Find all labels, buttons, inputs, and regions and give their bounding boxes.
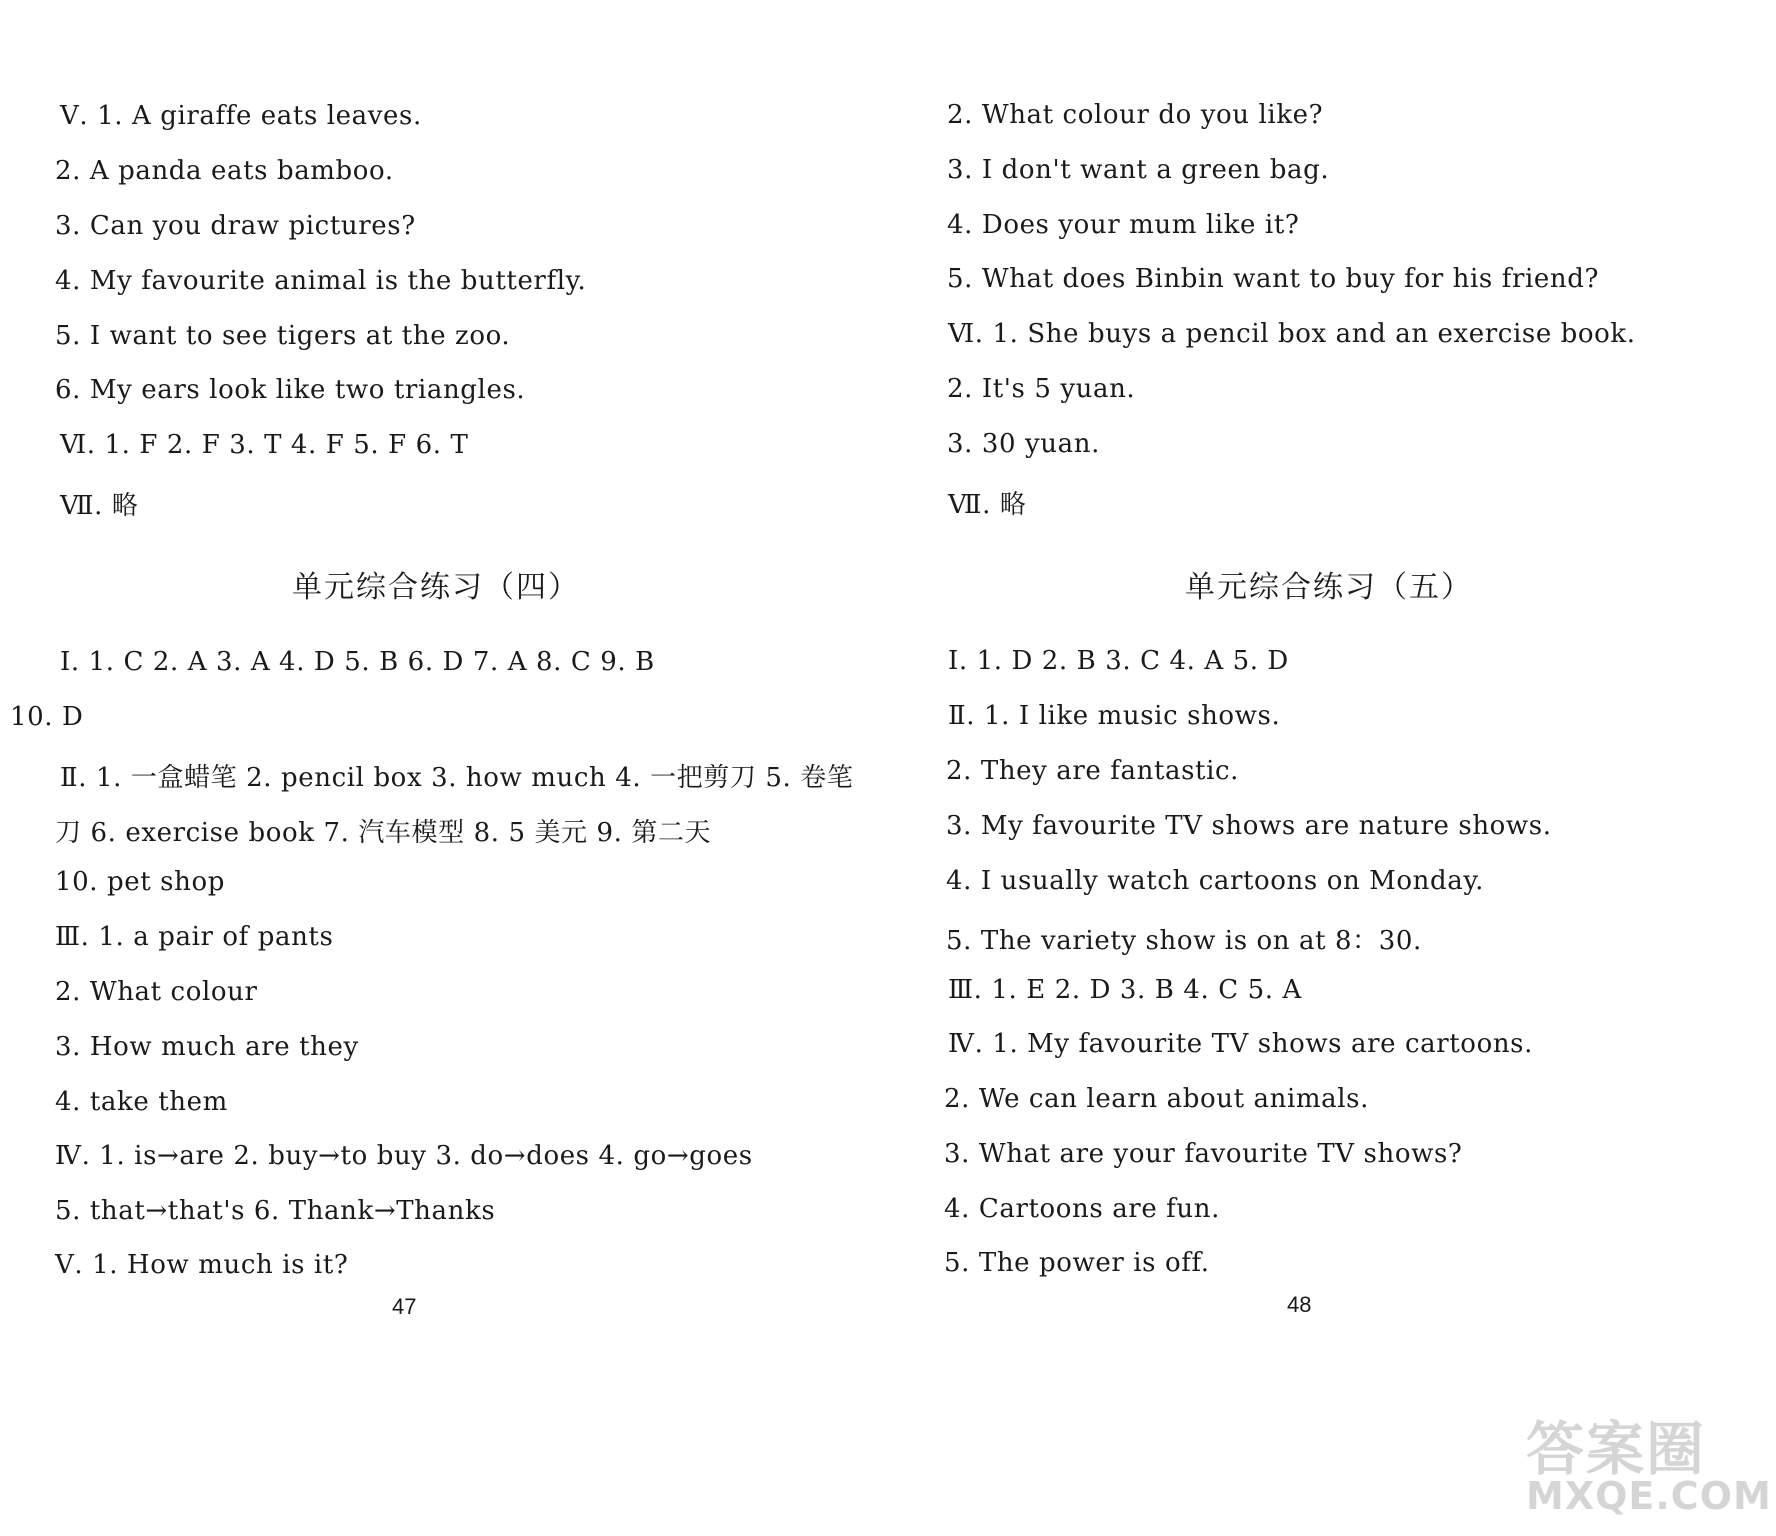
answer-line: 3. My favourite TV shows are nature shows. [946,811,1552,841]
answer-line: 5. I want to see tigers at the zoo. [55,321,511,351]
watermark-logo [1520,1402,1770,1522]
answer-line: Ⅵ. 1. F 2. F 3. T 4. F 5. F 6. T [60,430,469,460]
right-page [944,0,1776,1536]
section-title: 单元综合练习（五） [1185,570,1473,605]
answer-line: 3. What are your favourite TV shows? [944,1139,1463,1169]
answer-line: 刀 6. exercise book 7. 汽车模型 8. 5 美元 9. 第二天 [55,818,712,848]
answer-line: Ⅴ. 1. A giraffe eats leaves. [60,101,422,131]
answer-line: 3. 30 yuan. [947,429,1100,459]
answer-line: Ⅰ. 1. D 2. B 3. C 4. A 5. D [948,646,1289,676]
answer-line: 4. Does your mum like it? [947,210,1300,240]
answer-line: Ⅶ. 略 [948,490,1027,520]
answer-line: Ⅳ. 1. My favourite TV shows are cartoons. [948,1029,1533,1059]
watermark-text: 答案圈 [1526,1415,1707,1483]
answer-line: 5. What does Binbin want to buy for his friend? [947,264,1600,294]
answer-line: Ⅶ. 略 [60,491,139,521]
answer-line: 4. Cartoons are fun. [944,1194,1220,1224]
answer-line: 2. A panda eats bamboo. [55,156,394,186]
answer-line: 5. that→that's 6. Thank→Thanks [55,1196,496,1226]
answer-line: 4. I usually watch cartoons on Monday. [946,866,1485,896]
answer-line: Ⅴ. 1. How much is it? [55,1250,349,1280]
answer-line: 4. take them [55,1087,228,1117]
answer-line: 2. What colour [55,977,258,1007]
section-title: 单元综合练习（四） [292,570,580,605]
answer-line: 5. The power is off. [944,1248,1210,1278]
answer-line: Ⅱ. 1. I like music shows. [948,701,1281,731]
answer-line: 6. My ears look like two triangles. [55,375,526,405]
answer-line: Ⅰ. 1. C 2. A 3. A 4. D 5. B 6. D 7. A 8. C 9. B [60,647,655,677]
answer-line: 2. They are fantastic. [946,756,1240,786]
answer-line: Ⅱ. 1. 一盒蜡笔 2. pencil box 3. how much 4. 一把剪刀 5. 卷笔 [60,763,854,793]
answer-line: Ⅲ. 1. E 2. D 3. B 4. C 5. A [948,975,1302,1005]
answer-line: 2. What colour do you like? [947,100,1324,130]
answer-line: 5. The variety show is on at 8：30. [946,926,1422,956]
answer-line: 2. We can learn about animals. [944,1084,1369,1114]
answer-line: 10. D [10,702,84,732]
answer-line: Ⅲ. 1. a pair of pants [55,922,334,952]
answer-line: 4. My favourite animal is the butterfly. [55,266,587,296]
answer-line: 3. I don't want a green bag. [947,155,1330,185]
answer-line: 3. Can you draw pictures? [55,211,416,241]
answer-line: 3. How much are they [55,1032,359,1062]
answer-line: Ⅵ. 1. She buys a pencil box and an exercise book. [948,319,1636,349]
answer-line: 2. It's 5 yuan. [947,374,1136,404]
watermark-url: MXQE.COM [1526,1474,1772,1518]
answer-line: 10. pet shop [55,867,225,897]
page-number: 48 [1287,1292,1312,1317]
answer-line: Ⅳ. 1. is→are 2. buy→to buy 3. do→does 4. go→goes [55,1141,753,1171]
page-number: 47 [392,1294,417,1319]
